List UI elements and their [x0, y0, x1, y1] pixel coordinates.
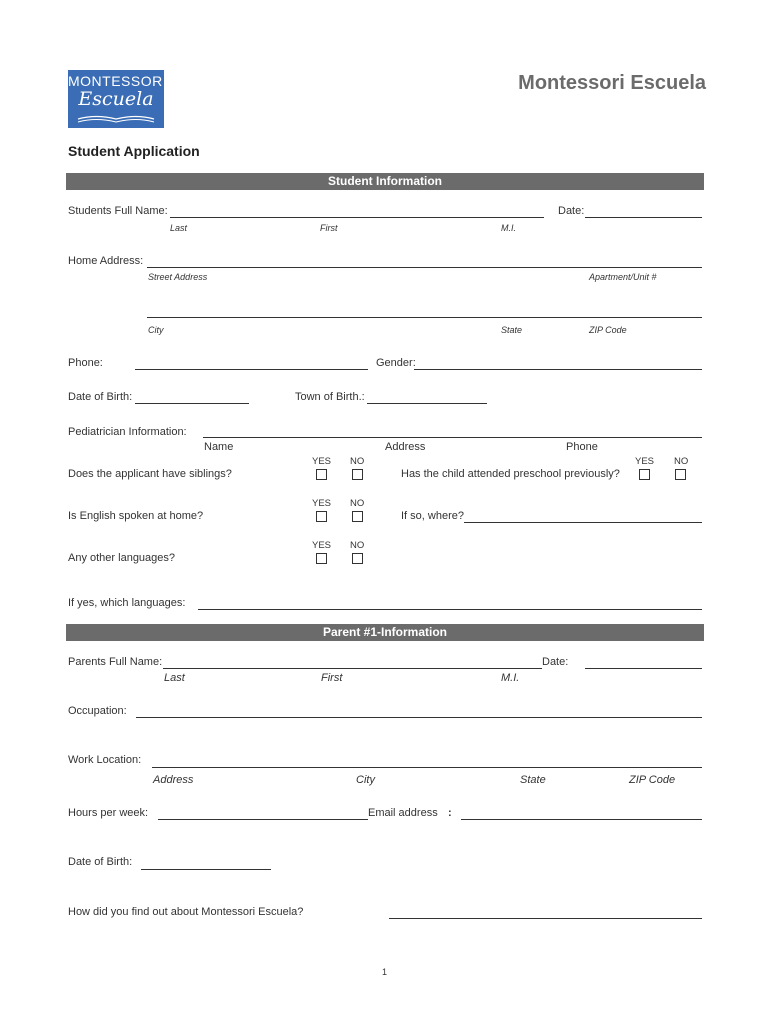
parent-name-part-last: Last: [164, 672, 185, 684]
phone-field[interactable]: [135, 369, 368, 370]
work-zip-caption: ZIP Code: [629, 774, 676, 786]
preschool-no-checkbox[interactable]: [675, 469, 686, 480]
languages-no-label: NO: [350, 540, 365, 551]
logo-text-escuela: Escuela: [78, 88, 154, 110]
languages-yes-checkbox[interactable]: [316, 553, 327, 564]
work-city-caption: City: [356, 774, 375, 786]
languages-yes-label: YES: [312, 540, 332, 551]
preschool-question: Has the child attended preschool previously?: [401, 468, 620, 480]
pediatrician-field[interactable]: [203, 437, 702, 438]
work-location-label: Work Location:: [68, 754, 142, 766]
date-of-birth-field[interactable]: [135, 403, 249, 404]
preschool-yes-checkbox[interactable]: [639, 469, 650, 480]
date-of-birth-label: Date of Birth:: [68, 391, 133, 403]
state-caption: State: [501, 325, 523, 335]
zip-caption: ZIP Code: [589, 325, 627, 335]
siblings-no-label: NO: [350, 456, 365, 467]
phone-label: Phone:: [68, 357, 103, 369]
which-languages-label: If yes, which languages:: [68, 597, 186, 609]
which-languages-field[interactable]: [198, 609, 702, 610]
city-state-zip-field[interactable]: [147, 317, 702, 318]
english-yes-checkbox[interactable]: [316, 511, 327, 522]
name-part-first: First: [320, 223, 338, 233]
pediatrician-label: Pediatrician Information:: [68, 426, 187, 438]
pediatrician-address-caption: Address: [385, 441, 426, 453]
english-question: Is English spoken at home?: [68, 510, 204, 522]
parent-date-label: Date:: [542, 656, 569, 668]
parents-full-name-label: Parents Full Name:: [68, 656, 163, 668]
town-of-birth-field[interactable]: [367, 403, 487, 404]
work-location-field[interactable]: [152, 767, 702, 768]
hours-per-week-label: Hours per week:: [68, 807, 149, 819]
parent-name-part-mi: M.I.: [501, 672, 520, 684]
street-address-caption: Street Address: [148, 272, 208, 282]
section-header-student-information: Student Information: [66, 173, 704, 190]
parent-date-of-birth-label: Date of Birth:: [68, 856, 133, 868]
work-address-caption: Address: [153, 774, 194, 786]
preschool-yes-label: YES: [635, 456, 655, 467]
if-so-where-label: If so, where?: [401, 510, 464, 522]
siblings-yes-label: YES: [312, 456, 332, 467]
siblings-yes-checkbox[interactable]: [316, 469, 327, 480]
other-languages-question: Any other languages?: [68, 552, 176, 564]
parent-name-part-first: First: [321, 672, 343, 684]
gender-label: Gender:: [376, 357, 416, 369]
pediatrician-phone-caption: Phone: [566, 441, 598, 453]
languages-no-checkbox[interactable]: [352, 553, 363, 564]
city-caption: City: [148, 325, 164, 335]
preschool-no-label: NO: [674, 456, 689, 467]
town-of-birth-label: Town of Birth.:: [295, 391, 365, 403]
occupation-field[interactable]: [136, 717, 702, 718]
street-address-field[interactable]: [147, 267, 702, 268]
students-full-name-label: Students Full Name:: [68, 205, 168, 217]
english-no-label: NO: [350, 498, 365, 509]
siblings-question: Does the applicant have siblings?: [68, 468, 232, 480]
page-number: 1: [382, 967, 388, 977]
email-address-label: Email address: [368, 807, 438, 819]
school-logo: [68, 70, 168, 128]
find-out-field[interactable]: [389, 918, 702, 919]
work-state-caption: State: [520, 774, 546, 786]
name-part-last: Last: [170, 223, 188, 233]
parent-date-of-birth-field[interactable]: [141, 869, 271, 870]
students-full-name-field[interactable]: [170, 217, 544, 218]
email-colon: :: [448, 807, 452, 819]
gender-field[interactable]: [414, 369, 702, 370]
logo-text-montessori: MONTESSORI: [68, 73, 168, 89]
school-name: Montessori Escuela: [518, 72, 706, 94]
home-address-label: Home Address:: [68, 255, 144, 267]
date-field[interactable]: [585, 217, 702, 218]
occupation-label: Occupation:: [68, 705, 127, 717]
siblings-no-checkbox[interactable]: [352, 469, 363, 480]
if-so-where-field[interactable]: [464, 522, 702, 523]
english-yes-label: YES: [312, 498, 332, 509]
name-part-mi: M.I.: [501, 223, 516, 233]
parents-full-name-field[interactable]: [163, 668, 542, 669]
open-book-icon: [76, 114, 156, 124]
english-no-checkbox[interactable]: [352, 511, 363, 522]
hours-per-week-field[interactable]: [158, 819, 368, 820]
date-label: Date:: [558, 205, 585, 217]
form-title: Student Application: [68, 143, 200, 159]
apartment-caption: Apartment/Unit #: [589, 272, 657, 282]
parent-date-field[interactable]: [585, 668, 702, 669]
find-out-question: How did you find out about Montessori Escuela?: [68, 906, 304, 918]
section-header-parent-information: Parent #1-Information: [66, 624, 704, 641]
email-address-field[interactable]: [461, 819, 702, 820]
pediatrician-name-caption: Name: [204, 441, 234, 453]
